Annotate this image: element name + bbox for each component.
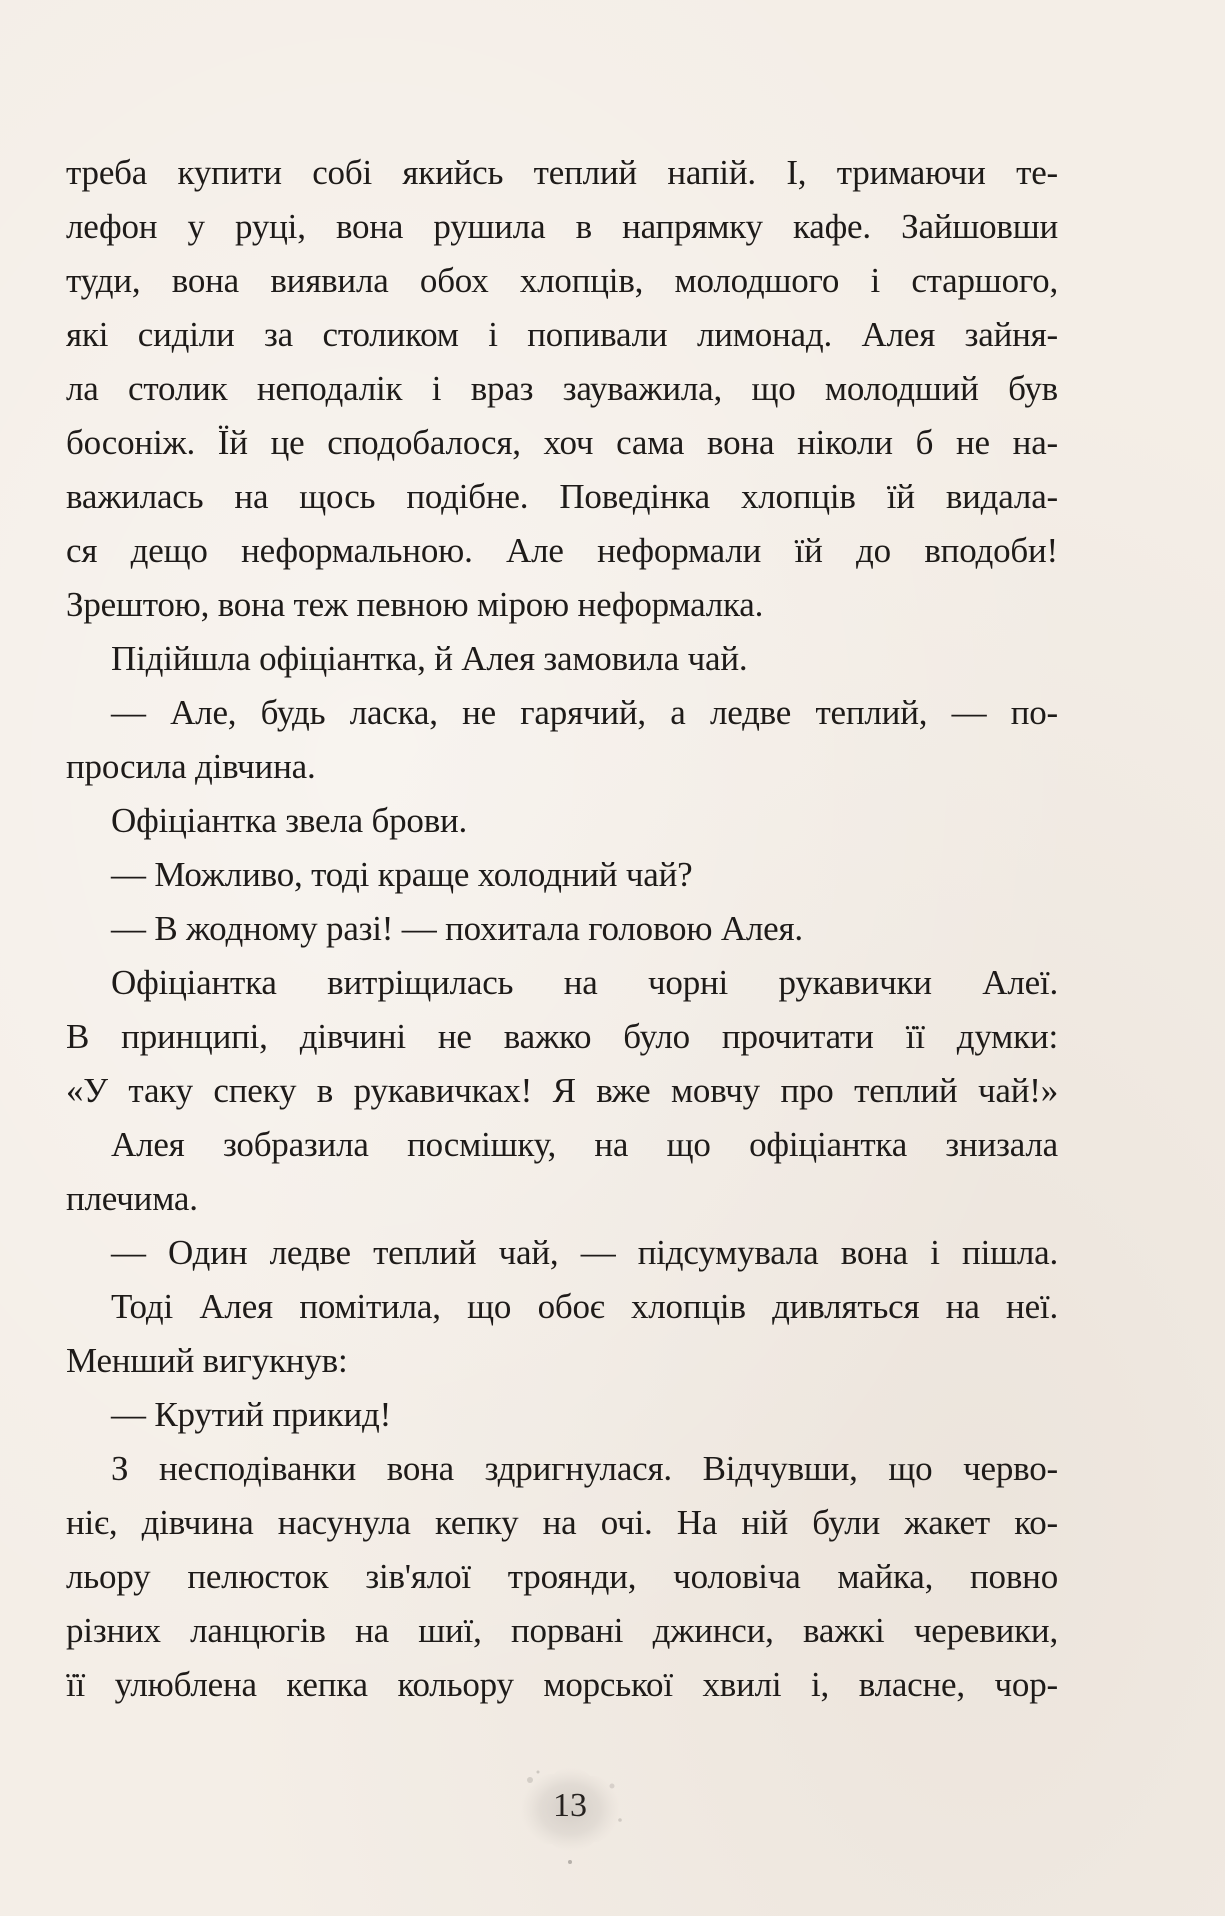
text-line: Тоді Алея помітила, що обоє хлопців дивляться на неї. [111, 1287, 1058, 1326]
text-line: Офіціантка звела брови. [111, 801, 468, 840]
text-line: льору пелюсток зів'ялої троянди, чоловіча майка, повно [66, 1557, 1058, 1596]
text-line: Алея зобразила посмішку, на що офіціантка знизала [111, 1125, 1058, 1164]
text-line: — Можливо, тоді краще холодний чай? [111, 855, 693, 894]
text-line: треба купити собі якийсь теплий напій. І, тримаючи те- [66, 153, 1058, 192]
text-line: які сиділи за столиком і попивали лимонад. Алея зайня- [66, 315, 1058, 354]
text-line: ся дещо неформальною. Але неформали їй до вподоби! [66, 531, 1058, 570]
text-line: — Але, будь ласка, не гарячий, а ледве теплий, — по- [111, 693, 1058, 732]
text-line: просила дівчина. [66, 747, 316, 786]
text-line: лефон у руці, вона рушила в напрямку кафе. Зайшовши [66, 207, 1058, 246]
text-line: плечима. [66, 1179, 198, 1218]
text-line: Менший вигукнув: [66, 1341, 348, 1380]
text-line: Офіціантка витріщилась на чорні рукавички Алеї. [111, 963, 1058, 1002]
text-line: її улюблена кепка кольору морської хвилі і, власне, чор- [66, 1665, 1058, 1704]
text-line: — В жодному разі! — похитала головою Алея. [111, 909, 803, 948]
text-line: «У таку спеку в рукавичках! Я вже мовчу про теплий чай!» [66, 1071, 1058, 1110]
text-line: ла столик неподалік і враз зауважила, що молодший був [66, 369, 1058, 408]
text-line: різних ланцюгів на шиї, порвані джинси, важкі черевики, [66, 1611, 1058, 1650]
text-line: В принципі, дівчині не важко було прочитати її думки: [66, 1017, 1058, 1056]
text-line: З несподіванки вона здригнулася. Відчувши, що черво- [111, 1449, 1058, 1488]
text-line: важилась на щось подібне. Поведінка хлопців їй видала- [66, 477, 1058, 516]
text-line: ніє, дівчина насунула кепку на очі. На ній були жакет ко- [66, 1503, 1058, 1542]
body-text [66, 146, 1058, 1712]
page-footer [500, 1750, 640, 1870]
text-line: — Крутий прикид! [111, 1395, 392, 1434]
text-line: Підійшла офіціантка, й Алея замовила чай. [111, 639, 748, 678]
text-line: — Один ледве теплий чай, — підсумувала вона і пішла. [111, 1233, 1058, 1272]
page-number: 13 [553, 1787, 587, 1824]
text-line: босоніж. Їй це сподобалося, хоч сама вона ніколи б не на- [66, 423, 1058, 462]
text-line: Зрештою, вона теж певною мірою неформалка. [66, 585, 764, 624]
text-line: туди, вона виявила обох хлопців, молодшого і старшого, [66, 261, 1058, 300]
